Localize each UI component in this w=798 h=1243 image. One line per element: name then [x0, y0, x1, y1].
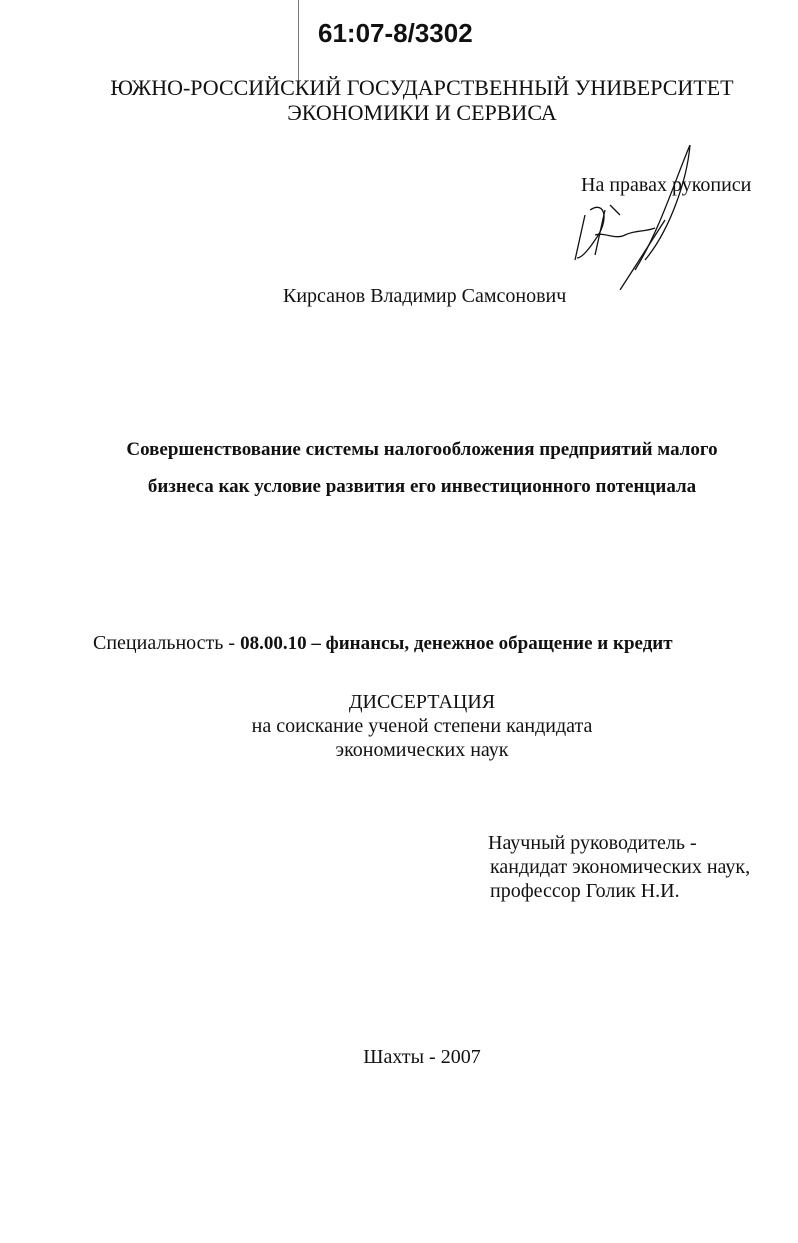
- signature: [565, 140, 705, 290]
- place-year: Шахты - 2007: [363, 1046, 481, 1068]
- dissertation-heading: ДИССЕРТАЦИЯ: [348, 691, 496, 713]
- author-name: Кирсанов Владимир Самсонович: [283, 285, 567, 307]
- specialty-label: Специальность -: [93, 632, 241, 654]
- supervisor-degree: кандидат экономических наук,: [490, 856, 751, 878]
- dissertation-degree-line1: на соискание ученой степени кандидата: [251, 715, 593, 737]
- supervisor-name: профессор Голик Н.И.: [490, 880, 680, 902]
- specialty: [93, 633, 673, 653]
- dissertation-degree-line2: экономических наук: [335, 739, 509, 761]
- university-name-line1: ЮЖНО-РОССИЙСКИЙ ГОСУДАРСТВЕННЫЙ УНИВЕРСИТЕТ: [110, 75, 734, 100]
- thesis-title-line2: бизнеса как условие развития его инвестиционного потенциала: [147, 476, 697, 497]
- scan-margin-line: [298, 0, 299, 82]
- supervisor-label: Научный руководитель -: [488, 832, 697, 854]
- specialty-value: 08.00.10 – финансы, денежное обращение и кредит: [240, 633, 673, 654]
- archive-code: 61:07-8/3302: [318, 18, 473, 48]
- thesis-title-line1: Совершенствование системы налогообложения предприятий малого: [126, 439, 718, 460]
- manuscript-rights: На правах рукописи: [581, 174, 752, 196]
- university-name-line2: ЭКОНОМИКИ И СЕРВИСА: [287, 100, 557, 125]
